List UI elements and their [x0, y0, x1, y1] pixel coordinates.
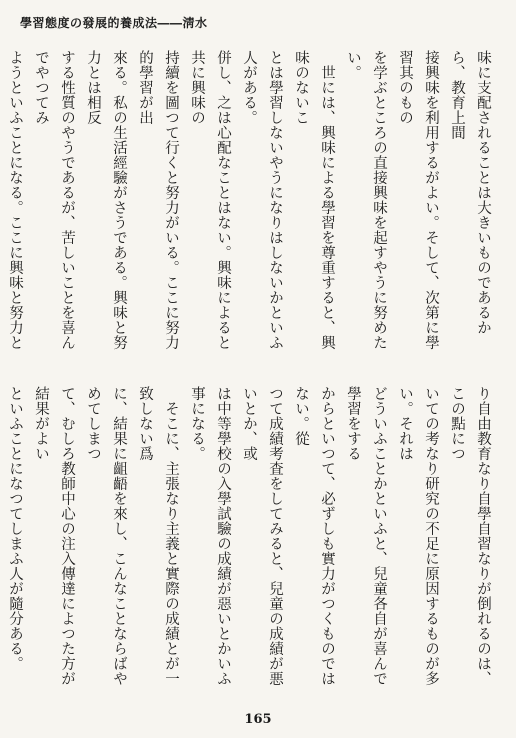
- text-line: り自由教育なり自學自習なりが倒れるのは、この點につ: [449, 386, 491, 686]
- text-line: つて成績考査をしてみると、兒童の成績が悪いとか、或: [241, 386, 283, 686]
- running-header: 學習態度の發展的養成法――淸水: [20, 16, 208, 30]
- text-line: する性質のやうであるが、苦しいことを喜んでやつてみ: [33, 50, 75, 350]
- text-line: [0, 386, 2, 698]
- text-line: ようといふことになる。ここに興味と努力と: [7, 50, 23, 350]
- text-line: 味に支配されることは大きいものであるから、教育上間: [449, 50, 491, 335]
- lower-text-block: [7, 386, 496, 698]
- text-line: とは學習しないやうになりはしないかといふ人がある。: [241, 50, 283, 350]
- text-line: いての考なり研究の不足に原因するものが多い。それは: [397, 386, 439, 686]
- text-line: に、結果に齟齬を來し、こんなことならばやめてしまつ: [85, 386, 127, 686]
- text-line: 世には、興味による學習を尊重すると、興味のないこ: [293, 50, 335, 350]
- page-number: 165: [244, 712, 272, 727]
- text-line: 接興味を利用するがよい。そして、次第に學習其のもの: [397, 50, 439, 350]
- text-line: て、むしろ教師中心の注入傳達によつた方が結果がよい: [33, 386, 75, 686]
- text-line: 併し、之は心配なことはない。興味によると共に興味の: [189, 50, 231, 350]
- upper-text-block: [7, 50, 496, 360]
- text-line: 來る。私の生活經驗がさうである。興味と努力とは相反: [85, 50, 127, 350]
- text-line: どういふことかといふと、兒童各自が喜んで學習をする: [345, 386, 387, 686]
- text-line: といふことになつてしまふ人が隨分ある。: [7, 386, 23, 671]
- text-line: そこに、主張なり主義と實際の成績とが一致しない爲: [137, 386, 179, 686]
- text-line: 持續を圖つて行くと努力がいる。ここに努力的學習が出: [137, 50, 179, 350]
- text-line: を学ぶところの直接興味を起すやうに努めたい。: [345, 50, 387, 350]
- text-line: は中等學校の入學試驗の成績が惡いとかいふ事になる。: [189, 386, 231, 686]
- text-line: からといつて、必ずしも實力がつくものではない。從: [293, 386, 335, 686]
